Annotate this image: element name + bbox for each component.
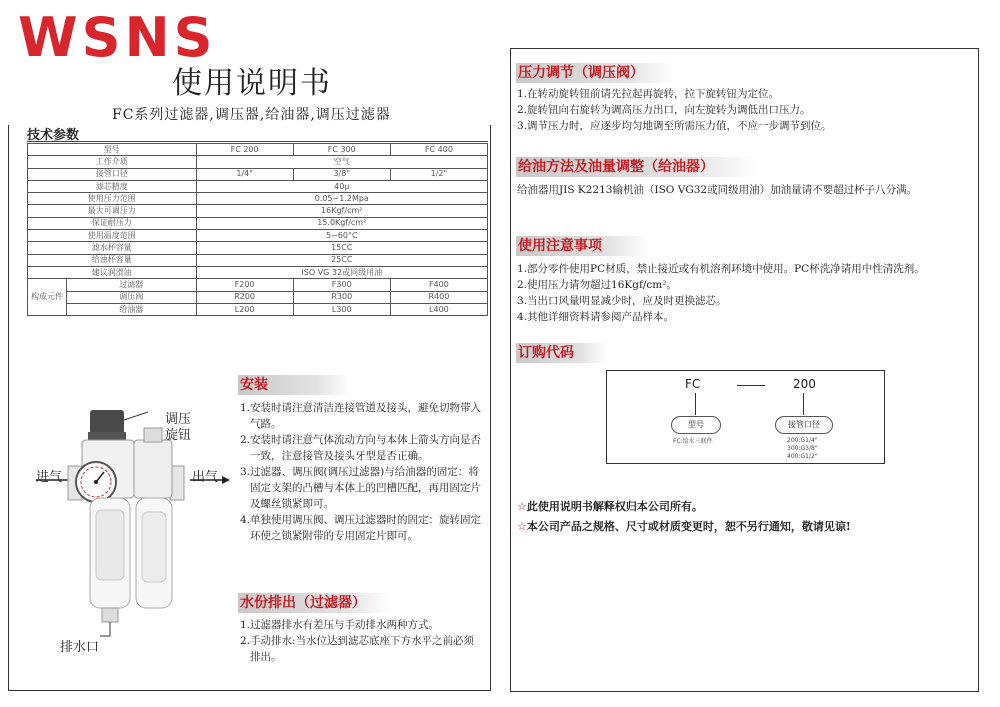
pressure-gauge-icon <box>76 462 116 502</box>
install-title <box>238 375 350 395</box>
pressure-item: 2.旋转钮向右旋转为调高压力出口，向左旋转为调低出口压力。 <box>517 104 811 116</box>
component-label: 给油器 <box>67 303 197 315</box>
spec-label: 使用压力范围 <box>28 193 197 205</box>
tech-params-rule <box>27 141 488 142</box>
knob-label-line2: 旋钮 <box>165 428 192 443</box>
oiling-text: 给油器用JIS K2213输机油（ISO VG32或同级用油）加油量请不要超过杯子八分满。 <box>517 184 918 196</box>
spec-label: 使用温度范围 <box>28 230 197 242</box>
regulator-knob-icon <box>88 410 126 440</box>
pressure-title-text: 压力调节（调压阀） <box>518 65 644 81</box>
drain-title-text: 水份排出（过滤器） <box>240 595 366 611</box>
spec-value: 40μ <box>196 180 487 192</box>
note-1 <box>517 498 703 514</box>
spec-value: FC 400 <box>390 144 487 156</box>
component-label: 过滤器 <box>67 279 197 291</box>
size-3: 400:G1/2" <box>787 453 818 460</box>
spec-row <box>28 254 488 266</box>
spec-value: 25CC <box>196 254 487 266</box>
pressure-list <box>517 86 972 134</box>
component-value: F400 <box>390 279 487 291</box>
brand-logo: WSNS <box>18 6 217 69</box>
drain-port-label: 排水口 <box>60 640 100 655</box>
install-item: 4.单独使用调压阀、调压过滤器时的固定：旋转固定环使之锁紧附带的专用固定片即可。 <box>240 514 482 542</box>
spec-value: ISO VG 32或同级用油 <box>196 266 487 278</box>
spec-value: 1/4" <box>196 168 293 180</box>
drain-item: 1.过滤器排水有差压与手动排水两种方式。 <box>240 619 440 631</box>
note-2-text: 本公司产品之规格、尺寸或材质变更时，恕不另行通知，敬请见谅! <box>526 520 851 533</box>
drain-list <box>240 617 482 665</box>
component-value: R400 <box>390 291 487 303</box>
pressure-item: 3.调节压力时，应逐步均匀地调至所需压力值，不应一步调节到位。 <box>517 120 832 132</box>
order-code-box <box>606 370 885 464</box>
spec-row <box>28 230 488 242</box>
spec-value: FC 200 <box>196 144 293 156</box>
spec-value: 15.0Kgf/cm² <box>196 217 487 229</box>
component-value: F200 <box>196 279 293 291</box>
order-code-size: 200 <box>793 377 816 391</box>
spec-label: 保证耐压力 <box>28 217 197 229</box>
size-1: 200:G1/4" <box>787 437 818 444</box>
spec-row <box>28 205 488 217</box>
caution-item: 2.使用压力请勿超过16Kgf/cm²。 <box>517 279 677 291</box>
spec-value: 空气 <box>196 156 487 168</box>
component-row <box>28 279 488 291</box>
spec-value: 16Kgf/cm² <box>196 205 487 217</box>
spec-value: 0.05~1.2Mpa <box>196 193 487 205</box>
spec-row <box>28 156 488 168</box>
install-title-text: 安装 <box>240 377 268 393</box>
spec-label: 给油杯容量 <box>28 254 197 266</box>
component-value: L400 <box>390 303 487 315</box>
port-size-pill: 接管口径 <box>775 416 833 434</box>
order-title-text: 订购代码 <box>518 345 574 361</box>
component-value: R200 <box>196 291 293 303</box>
component-value: R300 <box>293 291 390 303</box>
order-code-dash <box>737 385 765 386</box>
order-line-1 <box>695 393 696 415</box>
component-row <box>28 291 488 303</box>
inlet-label: 进气 <box>36 470 63 485</box>
spec-label: 最大可调压力 <box>28 205 197 217</box>
star-icon: ☆ <box>517 520 527 533</box>
install-list <box>240 400 482 544</box>
outlet-label: 出气 <box>192 470 219 485</box>
caution-item: 1.部分零件使用PC材质，禁止接近或有机溶剂环境中使用。PC杯洗净请用中性清洗剂。 <box>517 263 925 275</box>
spec-value: 5~60°C <box>196 230 487 242</box>
manual-title: 使用说明书 <box>172 66 332 101</box>
install-item: 1.安装时请注意清洁连接管道及接头，避免切物带入气路。 <box>240 402 482 430</box>
spec-row <box>28 193 488 205</box>
note-1-text: 此使用说明书解释权归本公司所有。 <box>526 500 703 513</box>
pressure-item: 1.在转动旋转钮前请先拉起再旋转，拉下旋转钮为定位。 <box>517 88 780 100</box>
spec-label: 型号 <box>28 144 197 156</box>
model-desc: FC:给水三联件 <box>673 438 713 445</box>
drain-title <box>238 593 390 613</box>
component-value: L300 <box>293 303 390 315</box>
lubricator-bowl-icon <box>136 498 172 608</box>
spec-label: 滤水杯容量 <box>28 242 197 254</box>
component-group-label: 构成元件 <box>28 279 67 316</box>
tech-params-heading-text: 技术参数 <box>27 128 80 143</box>
spec-label: 滤芯精度 <box>28 180 197 192</box>
tech-params-heading <box>27 124 488 142</box>
spec-row <box>28 242 488 254</box>
component-label: 调压阀 <box>67 291 197 303</box>
oiling-title <box>516 157 758 177</box>
spec-row <box>28 266 488 278</box>
oiling-title-text: 给油方法及油量调整（给油器） <box>518 159 714 175</box>
spec-value: 15CC <box>196 242 487 254</box>
spec-label: 接管口径 <box>28 168 197 180</box>
spec-row <box>28 217 488 229</box>
caution-item: 4.其他详细资料请参阅产品样本。 <box>517 311 675 323</box>
order-line-2 <box>803 393 804 415</box>
pressure-title <box>516 63 673 83</box>
caution-list <box>517 261 972 325</box>
spec-value: FC 300 <box>293 144 390 156</box>
knob-label-line1: 调压 <box>165 412 192 427</box>
filter-bowl-icon <box>90 498 130 622</box>
spec-label: 建议润滑油 <box>28 266 197 278</box>
install-item: 2.安装时请注意气体流动方向与本体上箭头方向是否一致，注意接管及接头牙型是否正确。 <box>240 434 482 462</box>
model-pill: 型号 <box>671 416 721 434</box>
component-row <box>28 303 488 315</box>
component-value: F300 <box>293 279 390 291</box>
spec-row <box>28 144 488 156</box>
star-icon: ☆ <box>517 500 527 513</box>
order-title <box>516 343 608 363</box>
caution-title-text: 使用注意事项 <box>518 238 602 254</box>
size-2: 300:G3/8" <box>787 445 818 452</box>
spec-row <box>28 168 488 180</box>
tech-params-table <box>27 143 488 316</box>
caution-title <box>516 236 648 256</box>
order-code-fc: FC <box>685 377 701 391</box>
spec-value: 1/2" <box>390 168 487 180</box>
spec-label: 工作介质 <box>28 156 197 168</box>
spec-row <box>28 180 488 192</box>
caution-item: 3.当出口风量明显减少时，应及时更换滤芯。 <box>517 295 727 307</box>
drain-item: 2.手动排水:当水位达到滤芯底座下方水平之前必须排出。 <box>240 635 475 663</box>
note-2 <box>517 518 851 534</box>
install-item: 3.过滤器、调压阀(调压过滤器)与给油器的固定：将固定支架的凸槽与本体上的凹槽匹配，再用固定片及螺丝锁紧即可。 <box>240 466 481 510</box>
component-value: L200 <box>196 303 293 315</box>
series-title: FC系列过滤器,调压器,给油器,调压过滤器 <box>112 107 391 123</box>
spec-value: 3/8" <box>293 168 390 180</box>
